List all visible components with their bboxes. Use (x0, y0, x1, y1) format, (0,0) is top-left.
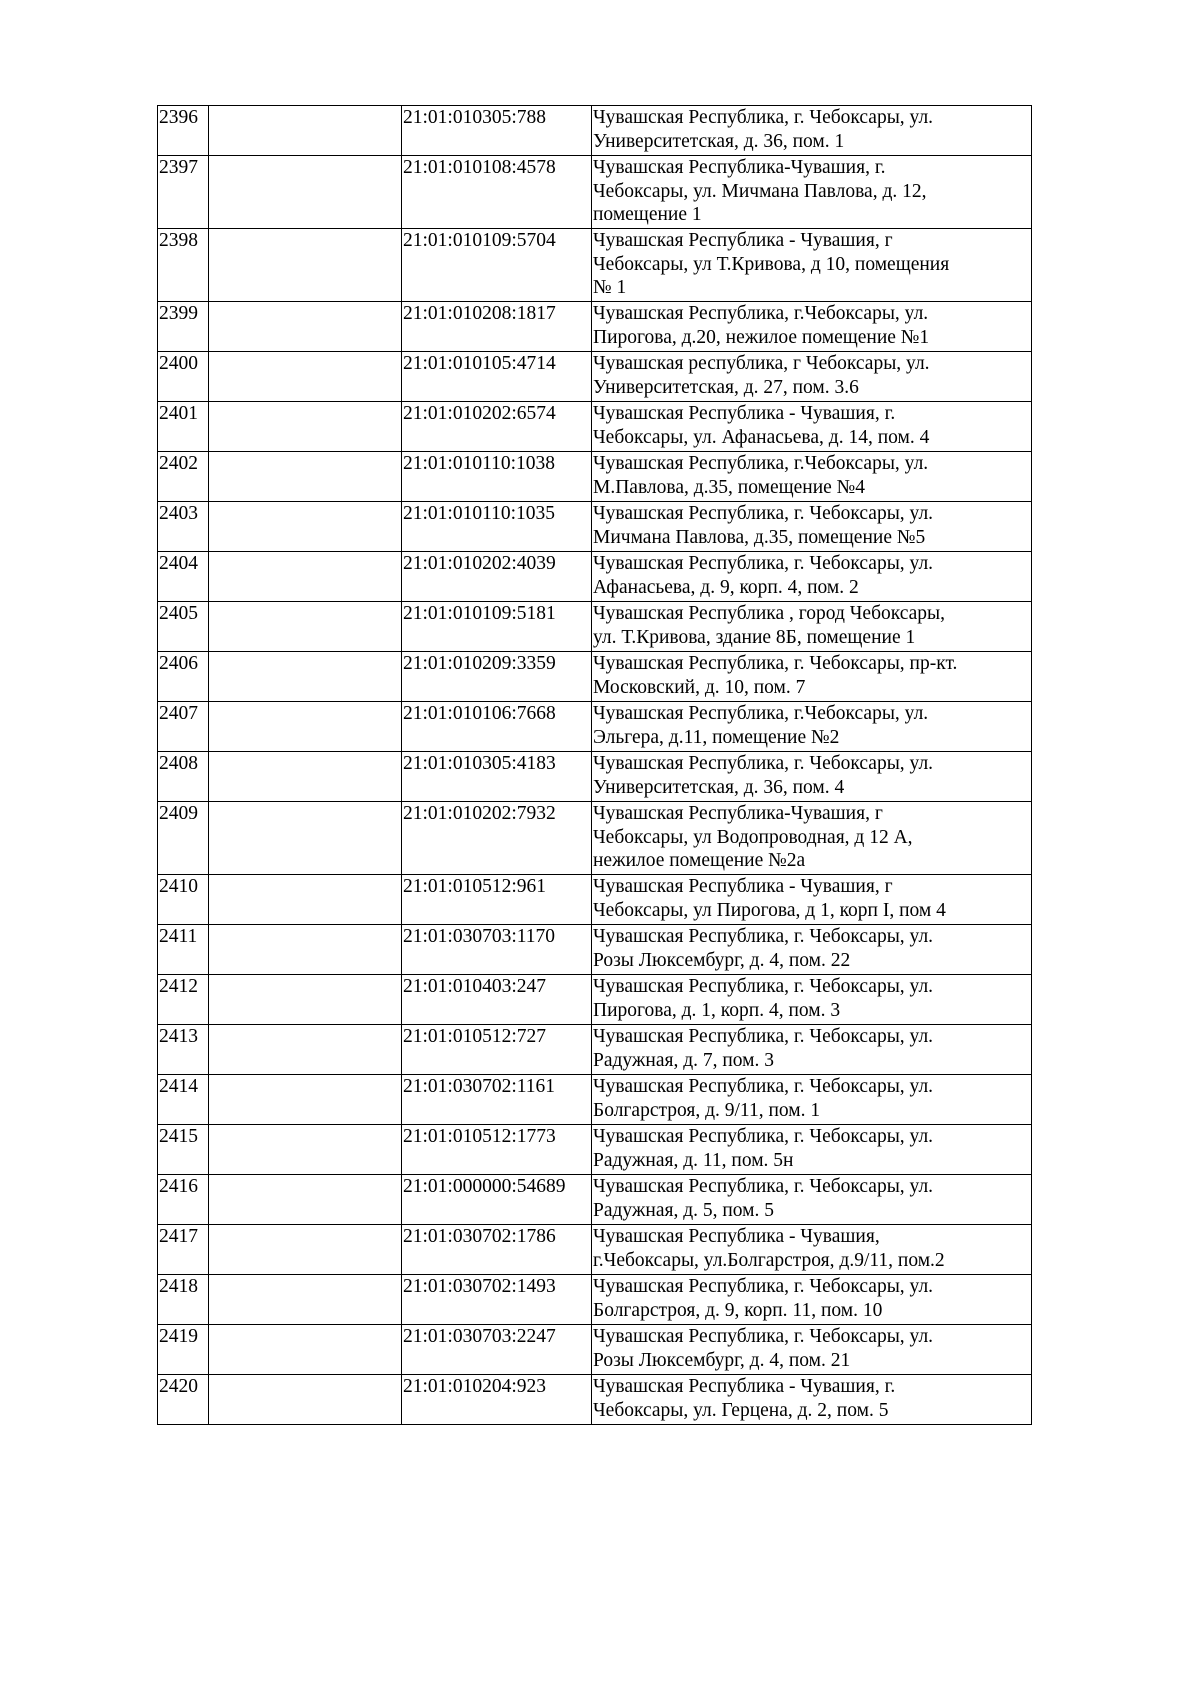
cadastral-number: 21:01:010109:5181 (402, 602, 592, 652)
table-body (158, 106, 1032, 1425)
address-cell (592, 452, 1032, 502)
cadastral-number: 21:01:030703:2247 (402, 1325, 592, 1375)
row-number: 2399 (158, 302, 209, 352)
cadastral-number: 21:01:010209:3359 (402, 652, 592, 702)
row-number: 2412 (158, 975, 209, 1025)
address-cell (592, 1275, 1032, 1325)
owner-cell (209, 875, 402, 925)
address-line: Афанасьева, д. 9, корп. 4, пом. 2 (593, 576, 859, 598)
address-line: Чувашская республика, г Чебоксары, ул. (593, 353, 930, 374)
owner-cell (209, 1075, 402, 1125)
cadastral-number: 21:01:010202:4039 (402, 552, 592, 602)
row-number: 2408 (158, 752, 209, 802)
table-row (158, 875, 1032, 925)
address-line: Чебоксары, ул. Афанасьева, д. 14, пом. 4 (593, 426, 930, 448)
address-line: № 1 (593, 277, 627, 299)
table-row (158, 602, 1032, 652)
address-cell (592, 1025, 1032, 1075)
address-line: Чувашская Республика, г. Чебоксары, ул. (593, 926, 934, 947)
address-line: Чувашская Республика, г. Чебоксары, ул. (593, 753, 934, 774)
cadastral-number: 21:01:010108:4578 (402, 156, 592, 229)
address-line: Чебоксары, ул. Герцена, д. 2, пом. 5 (593, 1399, 889, 1421)
table-row (158, 1275, 1032, 1325)
table-row (158, 702, 1032, 752)
owner-cell (209, 652, 402, 702)
row-number: 2409 (158, 802, 209, 875)
table-row (158, 975, 1032, 1025)
address-line: г.Чебоксары, ул.Болгарстроя, д.9/11, пом.2 (593, 1249, 945, 1271)
row-number: 2410 (158, 875, 209, 925)
row-number: 2419 (158, 1325, 209, 1375)
address-line: Чувашская Республика, г. Чебоксары, ул. (593, 1326, 934, 1347)
address-line: Чувашская Республика, г.Чебоксары, ул. (593, 453, 929, 474)
table-row (158, 752, 1032, 802)
owner-cell (209, 352, 402, 402)
row-number: 2411 (158, 925, 209, 975)
row-number: 2397 (158, 156, 209, 229)
address-line: Чувашская Республика - Чувашия, (593, 1226, 880, 1247)
row-number: 2418 (158, 1275, 209, 1325)
table-row (158, 1075, 1032, 1125)
owner-cell (209, 1375, 402, 1425)
cadastral-number: 21:01:030702:1493 (402, 1275, 592, 1325)
table-row (158, 652, 1032, 702)
table-row (158, 229, 1032, 302)
address-cell (592, 229, 1032, 302)
owner-cell (209, 452, 402, 502)
cadastral-number: 21:01:030702:1161 (402, 1075, 592, 1125)
row-number: 2402 (158, 452, 209, 502)
table-row (158, 1225, 1032, 1275)
address-line: Университетская, д. 36, пом. 4 (593, 776, 845, 798)
table-row (158, 156, 1032, 229)
address-cell (592, 502, 1032, 552)
row-number: 2401 (158, 402, 209, 452)
row-number: 2400 (158, 352, 209, 402)
owner-cell (209, 106, 402, 156)
row-number: 2396 (158, 106, 209, 156)
cadastral-number: 21:01:010106:7668 (402, 702, 592, 752)
owner-cell (209, 502, 402, 552)
table-row (158, 1025, 1032, 1075)
address-line: нежилое помещение №2а (593, 850, 806, 872)
address-line: Чувашская Республика, г. Чебоксары, ул. (593, 1276, 934, 1297)
address-line: Болгарстроя, д. 9/11, пом. 1 (593, 1099, 821, 1121)
address-line: Чувашская Республика - Чувашия, г (593, 876, 893, 897)
address-cell (592, 652, 1032, 702)
address-cell (592, 1375, 1032, 1425)
address-cell (592, 602, 1032, 652)
address-cell (592, 156, 1032, 229)
address-line: Чувашская Республика - Чувашия, г. (593, 1376, 896, 1397)
owner-cell (209, 1325, 402, 1375)
owner-cell (209, 156, 402, 229)
table-row (158, 1175, 1032, 1225)
address-cell (592, 1225, 1032, 1275)
address-line: Чувашская Республика-Чувашия, г. (593, 157, 886, 178)
owner-cell (209, 302, 402, 352)
address-line: Пирогова, д.20, нежилое помещение №1 (593, 326, 930, 348)
owner-cell (209, 1275, 402, 1325)
owner-cell (209, 752, 402, 802)
row-number: 2416 (158, 1175, 209, 1225)
address-line: Чувашская Республика, г. Чебоксары, ул. (593, 1076, 934, 1097)
address-line: Чувашская Республика-Чувашия, г (593, 803, 883, 824)
table-row (158, 1125, 1032, 1175)
address-line: Чебоксары, ул Т.Кривова, д 10, помещения (593, 253, 950, 275)
address-cell (592, 1075, 1032, 1125)
property-table (157, 105, 1032, 1425)
address-cell (592, 752, 1032, 802)
cadastral-number: 21:01:010208:1817 (402, 302, 592, 352)
row-number: 2413 (158, 1025, 209, 1075)
cadastral-number: 21:01:010403:247 (402, 975, 592, 1025)
address-line: Чувашская Республика, г. Чебоксары, ул. (593, 1126, 934, 1147)
table-row (158, 1325, 1032, 1375)
address-line: Чувашская Республика, г. Чебоксары, ул. (593, 107, 934, 128)
owner-cell (209, 802, 402, 875)
cadastral-number: 21:01:010305:4183 (402, 752, 592, 802)
address-cell (592, 106, 1032, 156)
row-number: 2420 (158, 1375, 209, 1425)
table-row (158, 302, 1032, 352)
address-cell (592, 302, 1032, 352)
owner-cell (209, 1175, 402, 1225)
owner-cell (209, 402, 402, 452)
row-number: 2398 (158, 229, 209, 302)
owner-cell (209, 1125, 402, 1175)
cadastral-number: 21:01:010110:1038 (402, 452, 592, 502)
table-row (158, 452, 1032, 502)
address-line: Чебоксары, ул. Мичмана Павлова, д. 12, (593, 180, 927, 202)
address-line: Чувашская Республика, г. Чебоксары, ул. (593, 503, 934, 524)
cadastral-number: 21:01:000000:54689 (402, 1175, 592, 1225)
cadastral-number: 21:01:010202:6574 (402, 402, 592, 452)
address-cell (592, 402, 1032, 452)
cadastral-number: 21:01:010202:7932 (402, 802, 592, 875)
owner-cell (209, 229, 402, 302)
table-row (158, 1375, 1032, 1425)
address-line: Розы Люксембург, д. 4, пом. 21 (593, 1349, 851, 1371)
address-line: Радужная, д. 7, пом. 3 (593, 1049, 775, 1071)
address-line: Чувашская Республика, г. Чебоксары, ул. (593, 976, 934, 997)
cadastral-number: 21:01:010305:788 (402, 106, 592, 156)
row-number: 2415 (158, 1125, 209, 1175)
row-number: 2414 (158, 1075, 209, 1125)
address-cell (592, 702, 1032, 752)
address-cell (592, 552, 1032, 602)
table-row (158, 352, 1032, 402)
table-row (158, 502, 1032, 552)
address-cell (592, 875, 1032, 925)
cadastral-number: 21:01:030703:1170 (402, 925, 592, 975)
cadastral-number: 21:01:010512:727 (402, 1025, 592, 1075)
owner-cell (209, 925, 402, 975)
address-line: Университетская, д. 36, пом. 1 (593, 130, 845, 152)
address-line: М.Павлова, д.35, помещение №4 (593, 476, 866, 498)
cadastral-number: 21:01:010110:1035 (402, 502, 592, 552)
address-line: Чувашская Республика, г.Чебоксары, ул. (593, 303, 929, 324)
address-line: Чебоксары, ул Водопроводная, д 12 А, (593, 826, 913, 848)
cadastral-number: 21:01:010109:5704 (402, 229, 592, 302)
table-row (158, 402, 1032, 452)
address-cell (592, 925, 1032, 975)
address-line: Чувашская Республика, г. Чебоксары, пр-кт. (593, 653, 958, 674)
row-number: 2407 (158, 702, 209, 752)
address-line: Радужная, д. 5, пом. 5 (593, 1199, 775, 1221)
address-line: Университетская, д. 27, пом. 3.6 (593, 376, 859, 398)
cadastral-number: 21:01:010512:1773 (402, 1125, 592, 1175)
owner-cell (209, 1025, 402, 1075)
row-number: 2406 (158, 652, 209, 702)
address-cell (592, 1125, 1032, 1175)
row-number: 2403 (158, 502, 209, 552)
owner-cell (209, 702, 402, 752)
address-line: Чувашская Республика, г. Чебоксары, ул. (593, 553, 934, 574)
address-cell (592, 352, 1032, 402)
cadastral-number: 21:01:010105:4714 (402, 352, 592, 402)
row-number: 2417 (158, 1225, 209, 1275)
address-line: Чебоксары, ул Пирогова, д 1, корп I, пом 4 (593, 899, 946, 921)
address-line: Чувашская Республика, г.Чебоксары, ул. (593, 703, 929, 724)
owner-cell (209, 552, 402, 602)
owner-cell (209, 602, 402, 652)
address-cell (592, 1175, 1032, 1225)
table-row (158, 106, 1032, 156)
table-row (158, 552, 1032, 602)
address-line: помещение 1 (593, 204, 702, 226)
address-line: ул. Т.Кривова, здание 8Б, помещение 1 (593, 626, 916, 648)
address-line: Радужная, д. 11, пом. 5н (593, 1149, 794, 1171)
address-line: Чувашская Республика, г. Чебоксары, ул. (593, 1176, 934, 1197)
address-line: Чувашская Республика, г. Чебоксары, ул. (593, 1026, 934, 1047)
address-line: Розы Люксембург, д. 4, пом. 22 (593, 949, 851, 971)
address-line: Чувашская Республика - Чувашия, г (593, 230, 893, 251)
address-cell (592, 975, 1032, 1025)
address-cell (592, 802, 1032, 875)
address-line: Эльгера, д.11, помещение №2 (593, 726, 840, 748)
address-line: Московский, д. 10, пом. 7 (593, 676, 806, 698)
row-number: 2404 (158, 552, 209, 602)
row-number: 2405 (158, 602, 209, 652)
owner-cell (209, 1225, 402, 1275)
address-cell (592, 1325, 1032, 1375)
owner-cell (209, 975, 402, 1025)
cadastral-number: 21:01:010512:961 (402, 875, 592, 925)
cadastral-number: 21:01:010204:923 (402, 1375, 592, 1425)
table-row (158, 925, 1032, 975)
table-row (158, 802, 1032, 875)
cadastral-number: 21:01:030702:1786 (402, 1225, 592, 1275)
address-line: Болгарстроя, д. 9, корп. 11, пом. 10 (593, 1299, 883, 1321)
address-line: Чувашская Республика , город Чебоксары, (593, 603, 946, 624)
address-line: Пирогова, д. 1, корп. 4, пом. 3 (593, 999, 841, 1021)
address-line: Мичмана Павлова, д.35, помещение №5 (593, 526, 926, 548)
address-line: Чувашская Республика - Чувашия, г. (593, 403, 896, 424)
